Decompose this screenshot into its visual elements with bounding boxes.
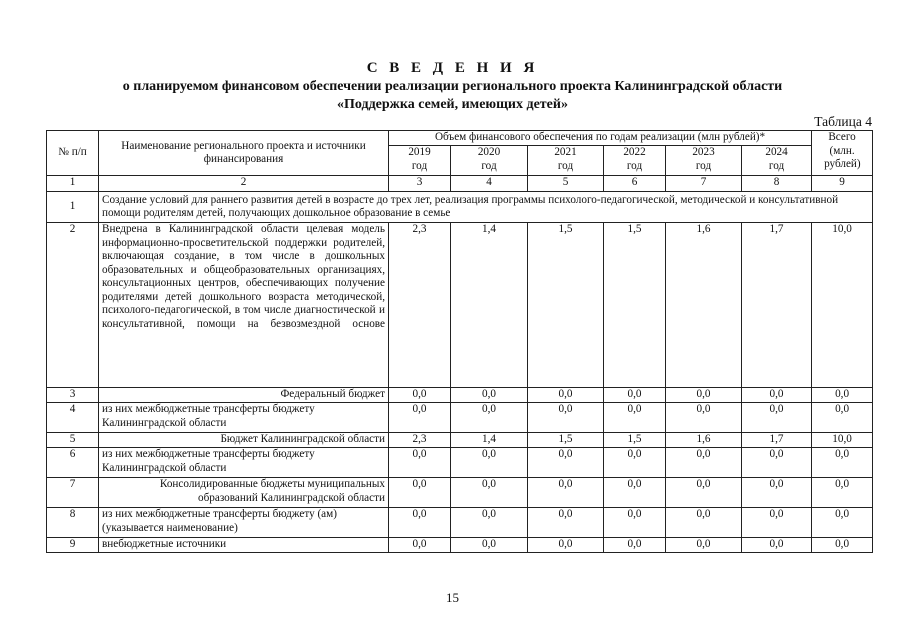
row-value: 0,0 <box>742 403 812 433</box>
row-name: Бюджет Калининградской области <box>99 433 389 448</box>
index-row <box>47 176 873 192</box>
row-value: 1,5 <box>604 433 666 448</box>
row-value: 0,0 <box>389 478 451 508</box>
row-value: 1,6 <box>666 433 742 448</box>
table-row <box>47 223 873 388</box>
data-rows <box>47 223 873 553</box>
row-value: 0,0 <box>528 538 604 553</box>
year-header: 2022 год <box>604 146 666 176</box>
row-value: 1,5 <box>604 223 666 388</box>
row-value: 0,0 <box>389 403 451 433</box>
index-cell: 8 <box>742 176 812 192</box>
header-row-1 <box>47 131 873 146</box>
row-num: 7 <box>47 478 99 508</box>
row-value: 1,5 <box>528 433 604 448</box>
doc-subtitle-1: о планируемом финансовом обеспечении реализации регионального проекта Калининградской области <box>122 79 783 94</box>
row-value: 0,0 <box>389 388 451 403</box>
table-row <box>47 538 873 553</box>
row-value: 0,0 <box>389 508 451 538</box>
row-value: 1,4 <box>451 433 528 448</box>
row-value: 0,0 <box>666 478 742 508</box>
row-num: 8 <box>47 508 99 538</box>
year-header: 2019 год <box>389 146 451 176</box>
index-cell: 4 <box>451 176 528 192</box>
table-number: Таблица 4 <box>814 114 872 129</box>
col-volume-header: Объем финансового обеспечения по годам реализации (млн рублей)* <box>389 131 812 146</box>
row-num: 3 <box>47 388 99 403</box>
doc-title: С В Е Д Е Н И Я <box>366 60 539 76</box>
table-row <box>47 403 873 433</box>
row-value: 0,0 <box>604 448 666 478</box>
financing-table <box>46 130 873 553</box>
row-name: внебюджетные источники <box>99 538 389 553</box>
row-name: Внедрена в Калининградской области целевая модель информационно-просветительской поддержки родителей, включающая создание, в том числе в дошкольных образовательных и общеобразовательных организациях, консультационных центров, обеспечивающих получение родителями детей дошкольного возраста методической, психолого-педагогической, в том числе диагностической и консультативной, помощи на безвозмездной основе <box>99 223 389 388</box>
row-total: 0,0 <box>812 478 873 508</box>
index-cell: 3 <box>389 176 451 192</box>
row-value: 0,0 <box>451 388 528 403</box>
row-value: 0,0 <box>604 538 666 553</box>
row-value: 0,0 <box>666 448 742 478</box>
row-total: 0,0 <box>812 403 873 433</box>
year-header: 2023 год <box>666 146 742 176</box>
row-name: из них межбюджетные трансферты бюджету Калининградской области <box>99 448 389 478</box>
row-value: 0,0 <box>742 508 812 538</box>
index-cell: 1 <box>47 176 99 192</box>
table-row <box>47 478 873 508</box>
row-value: 1,7 <box>742 433 812 448</box>
row-value: 0,0 <box>528 448 604 478</box>
index-cell: 9 <box>812 176 873 192</box>
year-header: 2020 год <box>451 146 528 176</box>
row-name: Федеральный бюджет <box>99 388 389 403</box>
index-cell: 7 <box>666 176 742 192</box>
section-num: 1 <box>47 192 99 223</box>
row-value: 0,0 <box>528 403 604 433</box>
row-value: 0,0 <box>742 448 812 478</box>
index-cell: 6 <box>604 176 666 192</box>
row-num: 6 <box>47 448 99 478</box>
row-value: 0,0 <box>528 508 604 538</box>
year-header: 2024 год <box>742 146 812 176</box>
page-number: 15 <box>446 590 459 605</box>
row-num: 5 <box>47 433 99 448</box>
row-value: 1,6 <box>666 223 742 388</box>
row-value: 0,0 <box>742 478 812 508</box>
row-value: 1,4 <box>451 223 528 388</box>
row-value: 0,0 <box>451 448 528 478</box>
row-value: 0,0 <box>451 403 528 433</box>
row-num: 9 <box>47 538 99 553</box>
row-value: 0,0 <box>666 403 742 433</box>
col-name-header: Наименование регионального проекта и источники финансирования <box>99 131 389 176</box>
row-total: 10,0 <box>812 223 873 388</box>
row-name: из них межбюджетные трансферты бюджету (ам) (указывается наименование) <box>99 508 389 538</box>
row-value: 0,0 <box>604 508 666 538</box>
row-value: 0,0 <box>389 538 451 553</box>
row-num: 4 <box>47 403 99 433</box>
col-total-header: Всего (млн. рублей) <box>812 131 873 176</box>
row-value: 0,0 <box>528 388 604 403</box>
table-row <box>47 388 873 403</box>
row-value: 0,0 <box>451 508 528 538</box>
index-cell: 2 <box>99 176 389 192</box>
row-value: 0,0 <box>451 478 528 508</box>
row-name: Консолидированные бюджеты муниципальных образований Калининградской области <box>99 478 389 508</box>
row-name: из них межбюджетные трансферты бюджету Калининградской области <box>99 403 389 433</box>
year-header: 2021 год <box>528 146 604 176</box>
col-num-header: № п/п <box>47 131 99 176</box>
row-value: 1,7 <box>742 223 812 388</box>
index-cell: 5 <box>528 176 604 192</box>
row-num: 2 <box>47 223 99 388</box>
row-value: 2,3 <box>389 223 451 388</box>
row-total: 0,0 <box>812 388 873 403</box>
row-value: 0,0 <box>451 538 528 553</box>
row-value: 2,3 <box>389 433 451 448</box>
row-total: 10,0 <box>812 433 873 448</box>
row-total: 0,0 <box>812 448 873 478</box>
row-value: 0,0 <box>604 478 666 508</box>
row-value: 0,0 <box>604 403 666 433</box>
row-value: 0,0 <box>742 538 812 553</box>
section-row <box>47 192 873 223</box>
doc-subtitle-2: «Поддержка семей, имеющих детей» <box>337 97 568 112</box>
table-row <box>47 433 873 448</box>
section-text: Создание условий для раннего развития детей в возрасте до трех лет, реализация программы психолого-педагогической, методической и консультативной помощи родителям детей, получающих дошкольное образование в семье <box>99 192 873 223</box>
row-value: 1,5 <box>528 223 604 388</box>
row-value: 0,0 <box>666 508 742 538</box>
row-value: 0,0 <box>604 388 666 403</box>
row-value: 0,0 <box>666 538 742 553</box>
table-row <box>47 448 873 478</box>
row-total: 0,0 <box>812 508 873 538</box>
row-total: 0,0 <box>812 538 873 553</box>
table-row <box>47 508 873 538</box>
row-value: 0,0 <box>528 478 604 508</box>
row-value: 0,0 <box>389 448 451 478</box>
row-value: 0,0 <box>742 388 812 403</box>
row-value: 0,0 <box>666 388 742 403</box>
